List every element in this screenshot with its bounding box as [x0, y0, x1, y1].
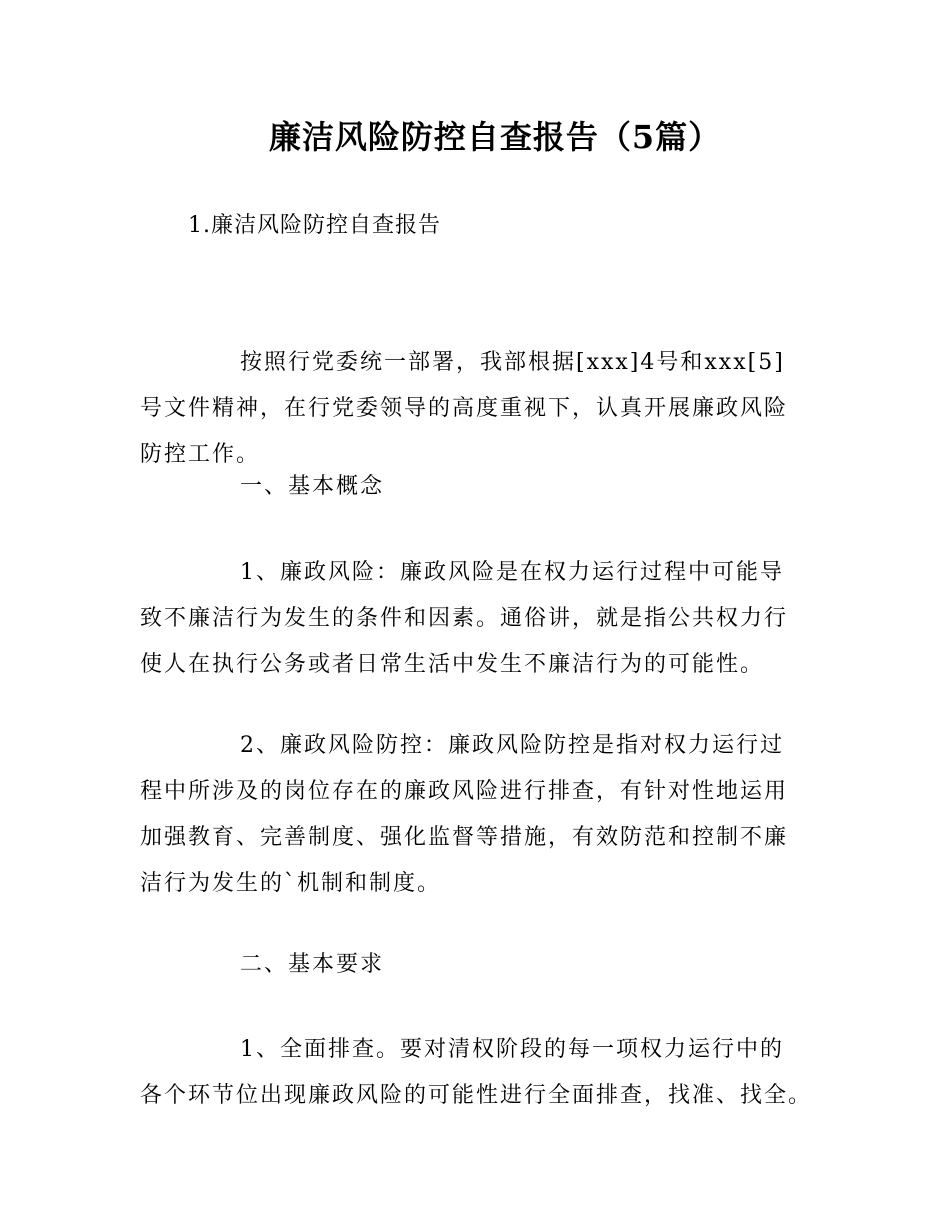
paragraph-line: 程中所涉及的岗位存在的廉政风险进行排查，有针对性地运用: [140, 779, 789, 804]
paragraph-line: 使人在执行公务或者日常生活中发生不廉洁行为的可能性。: [140, 652, 765, 677]
section-heading: 一、基本概念: [240, 474, 385, 499]
paragraph-line: 2、廉政风险防控：廉政风险防控是指对权力运行过: [240, 733, 784, 758]
document-title: 廉洁风险防控自查报告（5篇）: [268, 118, 722, 156]
paragraph-line: 按照行党委统一部署，我部根据[xxx]4号和xxx[5]: [240, 350, 785, 375]
paragraph-line: 防控工作。: [140, 442, 261, 467]
paragraph-line: 洁行为发生的`机制和制度。: [140, 871, 442, 896]
section-heading: 二、基本要求: [240, 952, 385, 977]
document-subtitle: 1.廉洁风险防控自查报告: [188, 213, 441, 238]
paragraph-line: 加强教育、完善制度、强化监督等措施，有效防范和控制不廉: [140, 825, 789, 850]
section-heading-basic-requirements: [140, 942, 830, 988]
paragraph-requirement-1: [140, 1027, 830, 1119]
paragraph-line: 号文件精神，在行党委领导的高度重视下，认真开展廉政风险: [140, 396, 789, 421]
paragraph-line: 1、廉政风险：廉政风险是在权力运行过程中可能导: [240, 560, 784, 585]
paragraph-intro: [140, 340, 830, 478]
paragraph-concept-2: [140, 723, 830, 907]
section-heading-basic-concepts: [140, 464, 830, 510]
paragraph-line: 致不廉洁行为发生的条件和因素。通俗讲，就是指公共权力行: [140, 606, 789, 631]
paragraph-concept-1: [140, 550, 830, 688]
paragraph-line: 1、全面排查。要对清权阶段的每一项权力运行中的: [240, 1037, 784, 1062]
paragraph-line: 各个环节位出现廉政风险的可能性进行全面排查，找准、找全。: [140, 1083, 813, 1108]
